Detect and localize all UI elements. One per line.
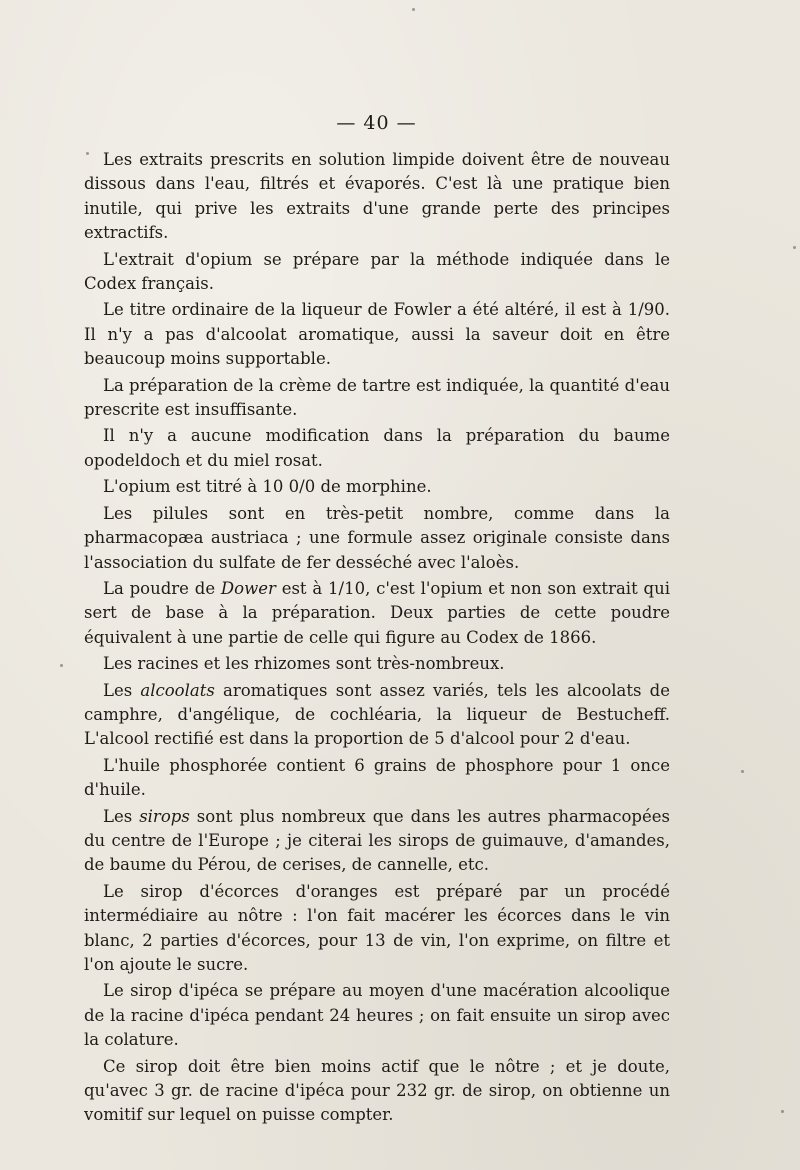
text-segment: La poudre de (103, 578, 221, 598)
text-segment: Le sirop d'ipéca se prépare au moyen d'une macération alcoolique de la racine d'ipéca pendant 24 heures ; on fait ensuite un sirop avec la colature. (84, 981, 670, 1050)
text-segment: La préparation de la crème de tartre est indiquée, la quantité d'eau prescrite est insuffisante. (84, 375, 670, 420)
paragraph (84, 652, 670, 676)
page-number: — 40 — (336, 112, 417, 134)
paper-speck (781, 1110, 784, 1113)
paper-speck (793, 246, 796, 249)
paper-speck (412, 8, 415, 11)
text-segment: L'opium est titré à 10 0/0 de morphine. (103, 477, 432, 497)
paragraph (84, 374, 670, 423)
paragraph (84, 979, 670, 1052)
text-segment: Les racines et les rhizomes sont très-nombreux. (103, 654, 505, 674)
paragraph (84, 1055, 670, 1128)
text-segment: est à 1/10, c'est l'opium et non son extrait qui sert de base à la préparation. Deux parties de cette poudre équivalent à une partie de celle qui figure au Codex de 1866. (84, 578, 670, 647)
paragraph (84, 424, 670, 473)
text-segment: Les (103, 680, 141, 700)
text-segment: Les extraits prescrits en solution limpide doivent être de nouveau dissous dans l'eau, filtrés et évaporés. C'est là une pratique bien inutile, qui prive les extraits d'une grande perte des principes extractifs. (84, 150, 670, 243)
paper-speck (60, 664, 63, 667)
body-text (84, 148, 670, 1130)
italic-term: sirops (139, 806, 190, 826)
italic-term: Dower (220, 578, 276, 598)
paragraph (84, 248, 670, 297)
paragraph (84, 880, 670, 978)
paper-speck (86, 152, 89, 155)
text-segment: Les (103, 806, 140, 826)
italic-term: alcoolats (140, 680, 215, 700)
paragraph (84, 679, 670, 752)
paragraph (84, 805, 670, 878)
text-segment: Ce sirop doit être bien moins actif que le nôtre ; et je doute, qu'avec 3 gr. de racine d'ipéca pour 232 gr. de sirop, on obtienne un vomitif sur lequel on puisse compter. (84, 1056, 670, 1125)
paragraph (84, 754, 670, 803)
text-segment: L'huile phosphorée contient 6 grains de phosphore pour 1 once d'huile. (84, 755, 670, 800)
paragraph (84, 577, 670, 650)
paragraph (84, 148, 670, 246)
text-segment: Le sirop d'écorces d'oranges est préparé par un procédé intermédiaire au nôtre : l'on fait macérer les écorces dans le vin blanc, 2 parties d'écorces, pour 13 de vin, l'on exprime, on filtre et l'on ajoute le sucre. (84, 881, 670, 974)
text-segment: L'extrait d'opium se prépare par la méthode indiquée dans le Codex français. (84, 249, 670, 294)
paragraph (84, 502, 670, 575)
paragraph (84, 298, 670, 371)
paper-speck (741, 770, 744, 773)
text-segment: aromatiques sont assez variés, tels les alcoolats de camphre, d'angélique, de cochléaria, la liqueur de Bestucheff. L'alcool rectifié est dans la proportion de 5 d'alcool pour 2 d'eau. (84, 680, 670, 749)
text-segment: sont plus nombreux que dans les autres pharmacopées du centre de l'Europe ; je citerai les sirops de guimauve, d'amandes, de baume du Pérou, de cerises, de cannelle, etc. (84, 806, 670, 875)
paragraph (84, 475, 670, 499)
text-segment: Le titre ordinaire de la liqueur de Fowler a été altéré, il est à 1/90. Il n'y a pas d'alcoolat aromatique, aussi la saveur doit en être beaucoup moins supportable. (84, 300, 670, 369)
text-segment: Les pilules sont en très-petit nombre, comme dans la pharmacopæa austriaca ; une formule assez originale consiste dans l'association du sulfate de fer desséché avec l'aloès. (84, 503, 670, 572)
text-segment: Il n'y a aucune modification dans la préparation du baume opodeldoch et du miel rosat. (84, 426, 670, 470)
